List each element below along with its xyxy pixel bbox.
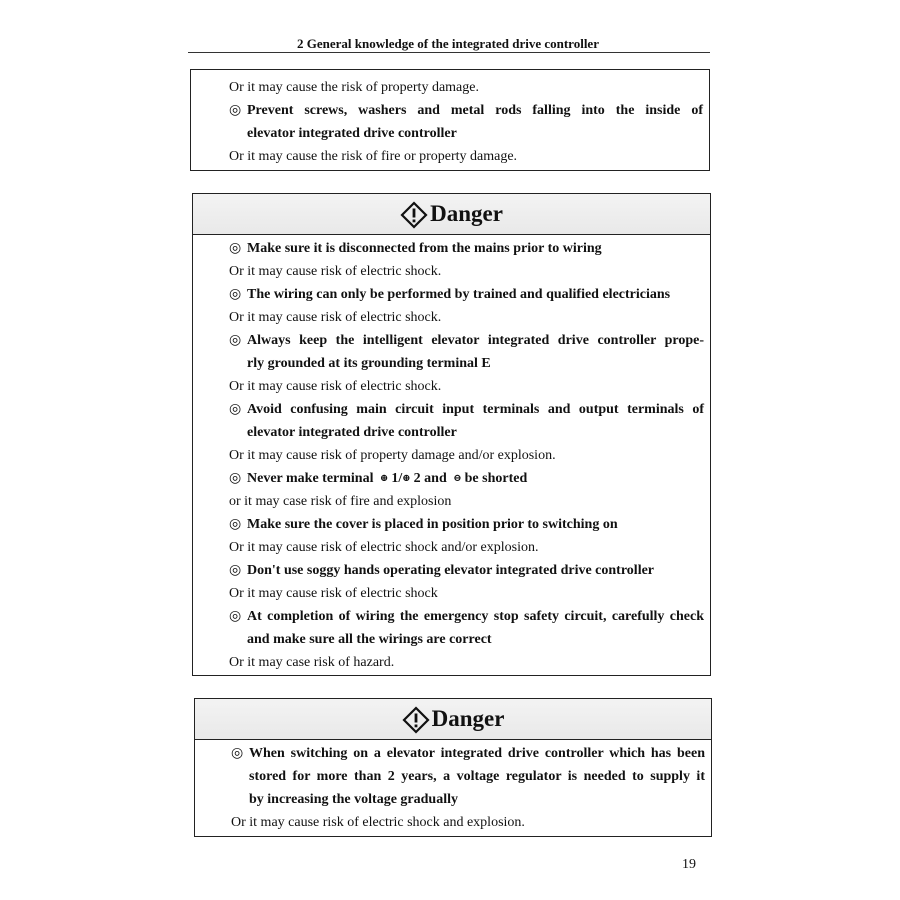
instruction-text: stored for more than 2 years, a voltage regulator is needed to supply it (249, 769, 705, 784)
consequence-text: Or it may cause risk of electric shock. (229, 264, 442, 279)
page-number: 19 (682, 857, 696, 872)
consequence-text: Or it may case risk of hazard. (229, 655, 395, 670)
instruction-text: rly grounded at its grounding terminal E (247, 356, 491, 371)
instruction-text: ◎ The wiring can only be performed by trained and qualified electricians (229, 283, 704, 306)
warning-diamond-icon (400, 201, 428, 229)
consequence-text: Or it may cause risk of electric shock and explosion. (231, 815, 525, 830)
bullet-icon: ◎ (229, 241, 242, 256)
consequence-text: Or it may cause risk of electric shock. (229, 310, 442, 325)
consequence-text: Or it may cause risk of electric shock and/or explosion. (229, 540, 539, 555)
danger-heading (193, 194, 710, 235)
plus-terminal-icon: ⊕ (379, 473, 389, 484)
bullet-icon: ◎ (229, 103, 242, 118)
instruction-text: ◎ Make sure it is disconnected from the mains prior to wiring (229, 237, 704, 260)
instruction-text: ◎ Avoid confusing main circuit input terminals and output terminals of (229, 398, 704, 421)
instruction-text: ◎ When switching on a elevator integrated drive controller which has been (231, 742, 705, 765)
consequence-text: Or it may cause risk of property damage and/or explosion. (229, 448, 556, 463)
danger-heading (195, 699, 711, 740)
instruction-text: elevator integrated drive controller (247, 425, 457, 440)
instruction-text: ◎ Make sure the cover is placed in position prior to switching on (229, 513, 704, 536)
minus-terminal-icon: ⊖ (453, 473, 462, 484)
danger-title: Danger (430, 201, 503, 226)
bullet-icon: ◎ (229, 333, 242, 348)
caution-continuation-box (190, 69, 710, 171)
instruction-text: ◎ Don't use soggy hands operating elevator integrated drive controller (229, 559, 704, 582)
danger-box-wiring (192, 193, 711, 676)
instruction-text: ◎ At completion of wiring the emergency stop safety circuit, carefully check (229, 605, 704, 628)
bullet-icon: ◎ (229, 402, 242, 417)
instruction-text: ◎ Never make terminal ⊕ 1/⊕ 2 and ⊖ be shorted (229, 467, 704, 490)
instruction-text: ◎ Prevent screws, washers and metal rods falling into the inside of (229, 99, 703, 122)
danger-box-storage (194, 698, 712, 837)
warning-diamond-icon (402, 706, 430, 734)
consequence-text: Or it may cause risk of electric shock. (229, 379, 442, 394)
header-rule (188, 52, 710, 53)
instruction-text: by increasing the voltage gradually (249, 792, 458, 807)
plus-terminal-icon: ⊕ (402, 473, 411, 484)
danger-title: Danger (431, 706, 505, 731)
bullet-icon: ◎ (229, 517, 242, 532)
instruction-text: ◎ Always keep the intelligent elevator integrated drive controller prope- (229, 329, 704, 352)
bullet-icon: ◎ (229, 609, 242, 624)
bullet-icon: ◎ (229, 563, 242, 578)
bullet-icon: ◎ (229, 287, 242, 302)
instruction-text: and make sure all the wirings are correct (247, 632, 492, 647)
running-header: 2 General knowledge of the integrated drive controller (297, 36, 599, 51)
bullet-icon: ◎ (229, 471, 242, 486)
bullet-icon: ◎ (231, 746, 244, 761)
instruction-text: elevator integrated drive controller (247, 126, 457, 141)
consequence-text: Or it may cause the risk of property damage. (229, 80, 479, 95)
consequence-text: Or it may cause the risk of fire or property damage. (229, 149, 518, 164)
consequence-text: or it may case risk of fire and explosion (229, 494, 452, 509)
consequence-text: Or it may cause risk of electric shock (229, 586, 438, 601)
